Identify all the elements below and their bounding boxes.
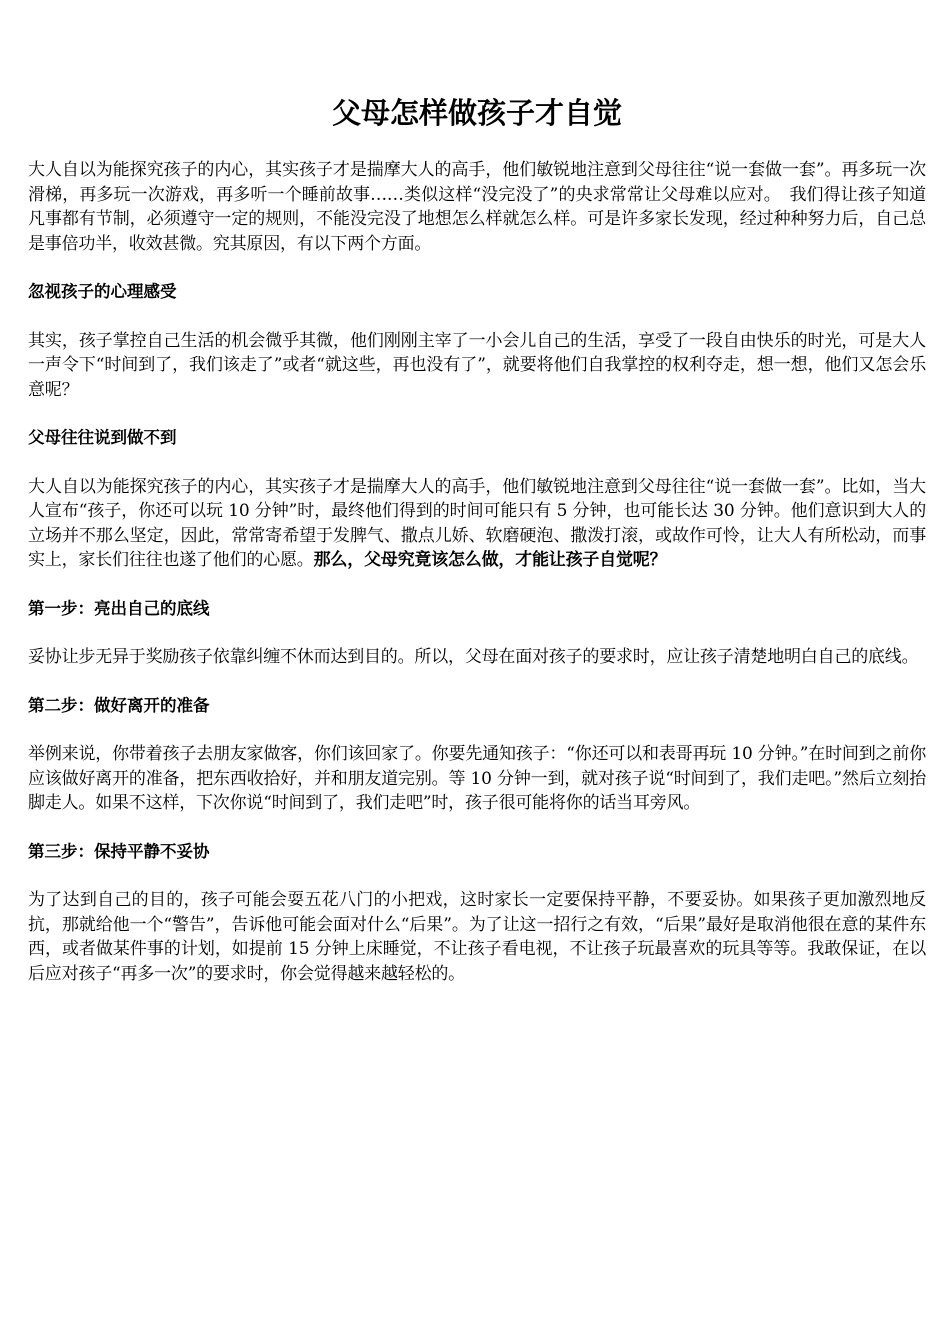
page-title: 父母怎样做孩子才自觉 [331,96,622,130]
step2-heading: 第二步：做好离开的准备 [28,695,210,715]
section2-text: 大人自以为能探究孩子的内心，其实孩子才是揣摩大人的高手，他们敏锐地注意到父母往往“说一套做一套”。比如，当大人宣布“孩子，你还可以玩 10 分钟”时，最终他们得到的时间可能只有 5 分钟，也可能长达 30 分钟。他们意识到大人的立场并不那么坚定，因此，常常寄希望于发脾气、撒点儿娇、软磨硬泡、撒泼打滚，或故作可怜，让大人有所松动，而事实上，家长们往往也遂了他们的心愿。 [28,476,926,570]
article-body [28,158,926,986]
step3-paragraph: 为了达到自己的目的，孩子可能会耍五花八门的小把戏，这时家长一定要保持平静，不要妥协。如果孩子更加激烈地反抗，那就给他一个“警告”，告诉他可能会面对什么“后果”。为了让这一招行之有效，“后果”最好是取消他很在意的某件东西，或者做某件事的计划，如提前 15 分钟上床睡觉，不让孩子看电视，不让孩子玩最喜欢的玩具等等。我敢保证，在以后应对孩子“再多一次”的要求时，你会觉得越来越轻松的。 [28,890,926,984]
section2-emphasis: 那么，父母究竟该怎么做，才能让孩子自觉呢？ [313,550,667,570]
step2-paragraph: 举例来说，你带着孩子去朋友家做客，你们该回家了。你要先通知孩子：“你还可以和表哥再玩 10 分钟。”在时间到之前你应该做好离开的准备，把东西收拾好，并和朋友道完别。等 10 分钟一到，就对孩子说“时间到了，我们走吧。”然后立刻抬脚走人。如果不这样，下次你说“时间到了，我们走吧”时，孩子很可能将你的话当耳旁风。 [28,744,926,813]
section2-heading: 父母往往说到做不到 [28,428,177,447]
intro-paragraph: 大人自以为能探究孩子的内心，其实孩子才是揣摩大人的高手，他们敏锐地注意到父母往往“说一套做一套”。再多玩一次滑梯，再多玩一次游戏，再多听一个睡前故事……类似这样“没完没了”的央求常常让父母难以应对。 我们得让孩子知道凡事都有节制，必须遵守一定的规则，不能没完没了地想怎么样就怎么样。可是许多家长发现，经过种种努力后，自己总是事倍功半，收效甚微。究其原因，有以下两个方面。 [28,160,926,254]
step1-paragraph: 妥协让步无异于奖励孩子依靠纠缠不休而达到目的。所以，父母在面对孩子的要求时，应让孩子清楚地明白自己的底线。 [28,647,919,667]
section1-paragraph: 其实，孩子掌控自己生活的机会微乎其微，他们刚刚主宰了一小会儿自己的生活，享受了一段自由快乐的时光，可是大人一声令下“时间到了，我们该走了”或者“就这些，再也没有了”，就要将他们自我掌控的权利夺走，想一想，他们又怎会乐意呢？ [28,330,926,400]
step3-heading: 第三步：保持平静不妥协 [28,841,210,861]
step1-heading: 第一步：亮出自己的底线 [28,598,210,618]
section2-paragraph [28,475,926,573]
section1-heading: 忽视孩子的心理感受 [28,282,177,301]
